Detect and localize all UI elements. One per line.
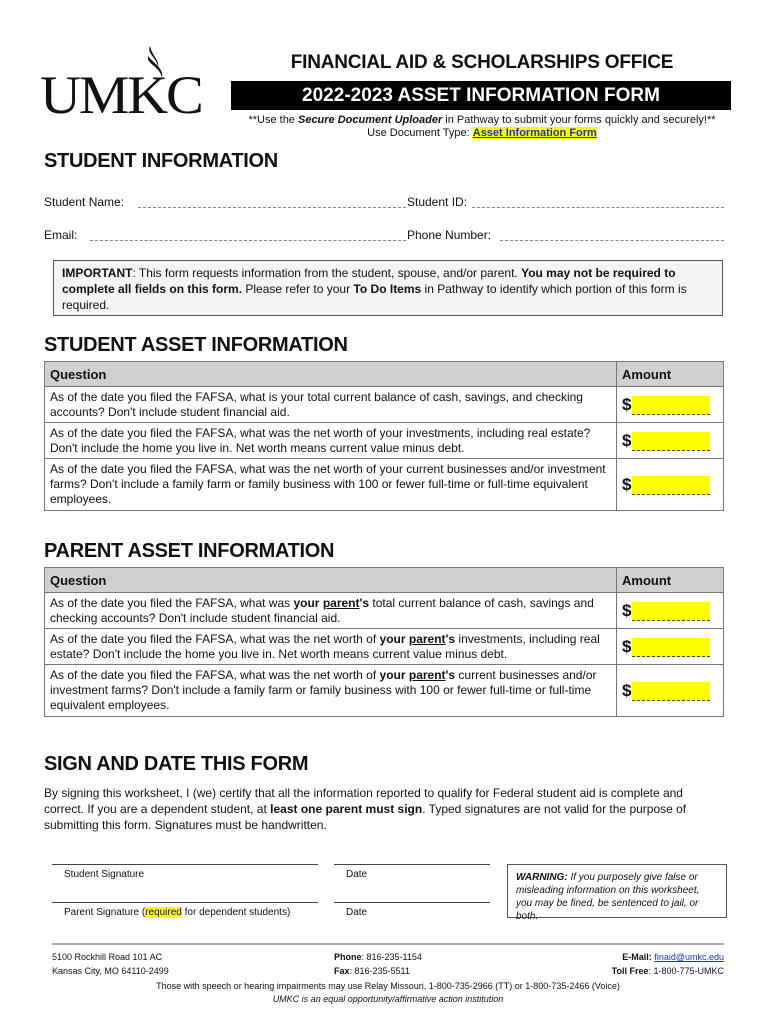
- table-row: As of the date you filed the FAFSA, what was the net worth of your parent's current businesses and/or investment farms? Don't include a family farm or family business with 100 or fewer full-time or full-time equivalent employees. $: [45, 665, 724, 717]
- email-field[interactable]: [90, 240, 406, 241]
- warning-box: WARNING: If you purposely give false or misleading information on this worksheet, you may be fined, be sentenced to jail, or both.: [507, 864, 727, 918]
- form-title-banner: 2022-2023 ASSET INFORMATION FORM: [231, 81, 731, 110]
- table-row: As of the date you filed the FAFSA, what was the net worth of your parent's investments, including real estate? Don't include the home you live in. Net worth means current value minus debt. $: [45, 629, 724, 665]
- parent-signature-line[interactable]: Parent Signature (required for dependent students): [52, 902, 318, 932]
- email-link[interactable]: finaid@umkc.edu: [654, 952, 724, 962]
- sign-heading: SIGN AND DATE THIS FORM: [44, 753, 309, 775]
- parent-date-line[interactable]: Date: [334, 902, 490, 932]
- umkc-logo: UMKC: [40, 44, 200, 122]
- table-header-row: [45, 568, 724, 593]
- footer-divider: [52, 943, 724, 945]
- document-type-link[interactable]: Asset Information Form: [472, 127, 597, 139]
- certification-text: By signing this worksheet, I (we) certify that all the information reported to qualify for Federal student aid is complete and correct. If you are a dependent student, at least one parent must sign. Typed signatures are not valid for the purpose of submitting this form. Signatures must be handwritten.: [44, 786, 687, 832]
- uploader-note: **Use the Secure Document Uploader in Pathway to submit your forms quickly and securely!** Use Document Type: Asset Information Form: [248, 114, 716, 139]
- student-signature-line[interactable]: Student Signature: [52, 864, 318, 894]
- student-investments-amount-field[interactable]: [632, 432, 710, 451]
- email-phone-row: [44, 228, 724, 244]
- important-notice: IMPORTANT: This form requests information from the student, spouse, and/or parent. You may not be required to complete all fields on this form. Please refer to your To Do Items in Pathway to identify which portion of this form is required.: [53, 260, 723, 316]
- student-asset-table: [44, 361, 724, 511]
- table-row: As of the date you filed the FAFSA, what was the net worth of your current businesses and/or investment farms? Don't include a family farm or family business with 100 or fewer full-time or full-time equivalent employees. $: [45, 459, 724, 511]
- parent-cash-amount-field[interactable]: [632, 602, 710, 621]
- student-name-label: Student Name:: [44, 195, 125, 209]
- parent-asset-heading: PARENT ASSET INFORMATION: [44, 540, 335, 562]
- student-cash-amount-field[interactable]: [632, 396, 710, 415]
- student-date-line[interactable]: Date: [334, 864, 490, 894]
- office-title: FINANCIAL AID & SCHOLARSHIPS OFFICE: [290, 52, 674, 73]
- student-business-amount-field[interactable]: [632, 476, 710, 495]
- student-id-label: Student ID:: [407, 195, 468, 209]
- student-information-heading: STUDENT INFORMATION: [44, 150, 278, 172]
- student-id-field[interactable]: [472, 207, 724, 208]
- relay-notice: Those with speech or hearing impairments may use Relay Missouri, 1-800-735-2966 (TT) or 1-800-735-2466 (Voice): [156, 981, 620, 991]
- student-name-id-row: [44, 195, 724, 211]
- phone-field[interactable]: [500, 240, 724, 241]
- parent-business-amount-field[interactable]: [632, 682, 710, 701]
- question-column-header: Question: [45, 362, 617, 387]
- student-asset-heading: STUDENT ASSET INFORMATION: [44, 334, 348, 356]
- amount-column-header: Amount: [617, 568, 724, 593]
- student-name-field[interactable]: [138, 207, 406, 208]
- eeo-statement: UMKC is an equal opportunity/affirmative action institution: [272, 994, 504, 1004]
- table-row: As of the date you filed the FAFSA, what was your parent's total current balance of cash, savings and checking accounts? Don't include student financial aid. $: [45, 593, 724, 629]
- parent-asset-table: [44, 567, 724, 717]
- footer-address: 5100 Rockhill Road 101 AC Kansas City, MO 64110-2499: [52, 952, 169, 976]
- email-label: Email:: [44, 228, 78, 242]
- question-column-header: Question: [45, 568, 617, 593]
- phone-label: Phone Number:: [407, 228, 492, 242]
- table-row: As of the date you filed the FAFSA, what is your total current balance of cash, savings, and checking accounts? Don't include student financial aid. $: [45, 387, 724, 423]
- parent-investments-amount-field[interactable]: [632, 638, 710, 657]
- table-row: As of the date you filed the FAFSA, what was the net worth of your investments, including real estate? Don't include the home you live in. Net worth means current value minus debt. $: [45, 423, 724, 459]
- footer-contact: E-Mail: finaid@umkc.edu Toll Free: 1-800-775-UMKC: [611, 952, 724, 976]
- table-header-row: [45, 362, 724, 387]
- amount-column-header: Amount: [617, 362, 724, 387]
- footer-phone-fax: Phone: 816-235-1154 Fax: 816-235-5511: [334, 952, 422, 976]
